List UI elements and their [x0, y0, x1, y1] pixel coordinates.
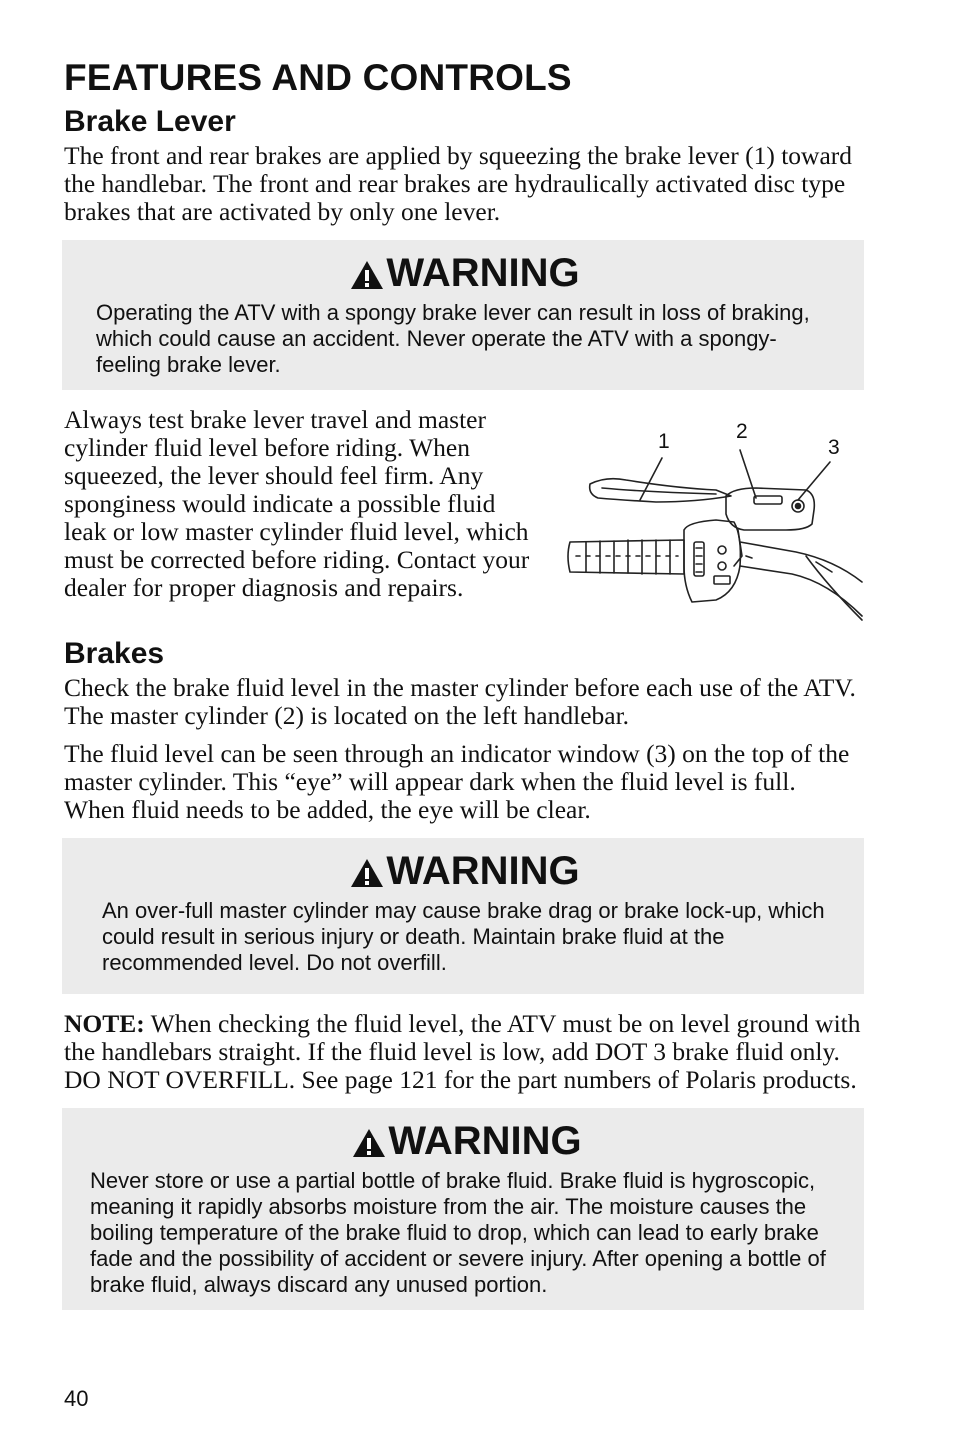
brake-lever-test-text: Always test brake lever travel and master cylinder fluid level before riding. When squeezed, the lever should feel firm. Any sponginess would indicate a possible fluid leak or low master cylinder fluid level, which must be corrected before riding. Contact your dealer for proper diagnosis and repairs.: [64, 405, 530, 602]
warning-title-text: WARNING: [386, 849, 580, 893]
warning-box-overfill: [62, 838, 864, 994]
note-text: When checking the fluid level, the ATV must be on level ground with the handlebars straight. If the fluid level is low, add DOT 3 brake fluid only. DO NOT OVERFILL. See page 121 for the part numbers of Polaris products.: [64, 1009, 861, 1094]
brakes-heading: Brakes: [64, 637, 165, 670]
warning-triangle-icon: [350, 858, 384, 888]
test-row: [64, 406, 862, 636]
warning-title-text: WARNING: [386, 251, 580, 295]
warning-box-spongy-lever: [62, 240, 864, 390]
callout-1: 1: [658, 430, 670, 453]
brake-lever-illustration: [566, 406, 866, 636]
warning-triangle-icon: [350, 260, 384, 290]
warning-box-partial-bottle: [62, 1108, 864, 1310]
warning-text: Never store or use a partial bottle of brake fluid. Brake fluid is hygroscopic, meaning it rapidly absorbs moisture from the air. The moisture causes the boiling temperature of the brake fluid to drop, which can lead to early brake fade and the possibility of accident or severe injury. After opening a bottle of brake fluid, always discard any unused portion.: [90, 1168, 826, 1297]
warning-title-text: WARNING: [388, 1119, 582, 1163]
section-title: FEATURES AND CONTROLS: [64, 57, 572, 98]
brake-lever-heading: Brake Lever: [64, 105, 236, 138]
warning-text: An over-full master cylinder may cause brake drag or brake lock-up, which could result in serious injury or death. Maintain brake fluid at the recommended level. Do not overfill.: [102, 898, 825, 975]
page-number: 40: [64, 1386, 89, 1411]
note-paragraph: [64, 1010, 862, 1094]
note-label: NOTE:: [64, 1009, 145, 1038]
warning-title: [96, 250, 834, 296]
handlebar-drawing: [566, 406, 866, 636]
warning-triangle-icon: [352, 1128, 386, 1158]
warning-title: [90, 1118, 844, 1164]
warning-title: [102, 848, 828, 894]
callout-3: 3: [828, 436, 840, 459]
brakes-para-2: The fluid level can be seen through an indicator window (3) on the top of the master cylinder. This “eye” will appear dark when the fluid level is full. When fluid needs to be added, the eye will be clear.: [64, 739, 850, 824]
brakes-para-1: Check the brake fluid level in the master cylinder before each use of the ATV. The master cylinder (2) is located on the left handlebar.: [64, 673, 856, 730]
warning-text: Operating the ATV with a spongy brake lever can result in loss of braking, which could cause an accident. Never operate the ATV with a spongy-feeling brake lever.: [96, 300, 810, 377]
callout-2: 2: [736, 420, 748, 443]
page-content: [64, 56, 862, 1326]
brake-lever-intro: The front and rear brakes are applied by squeezing the brake lever (1) toward the handlebar. The front and rear brakes are hydraulically activated disc type brakes that are activated by only one lever.: [64, 141, 853, 226]
